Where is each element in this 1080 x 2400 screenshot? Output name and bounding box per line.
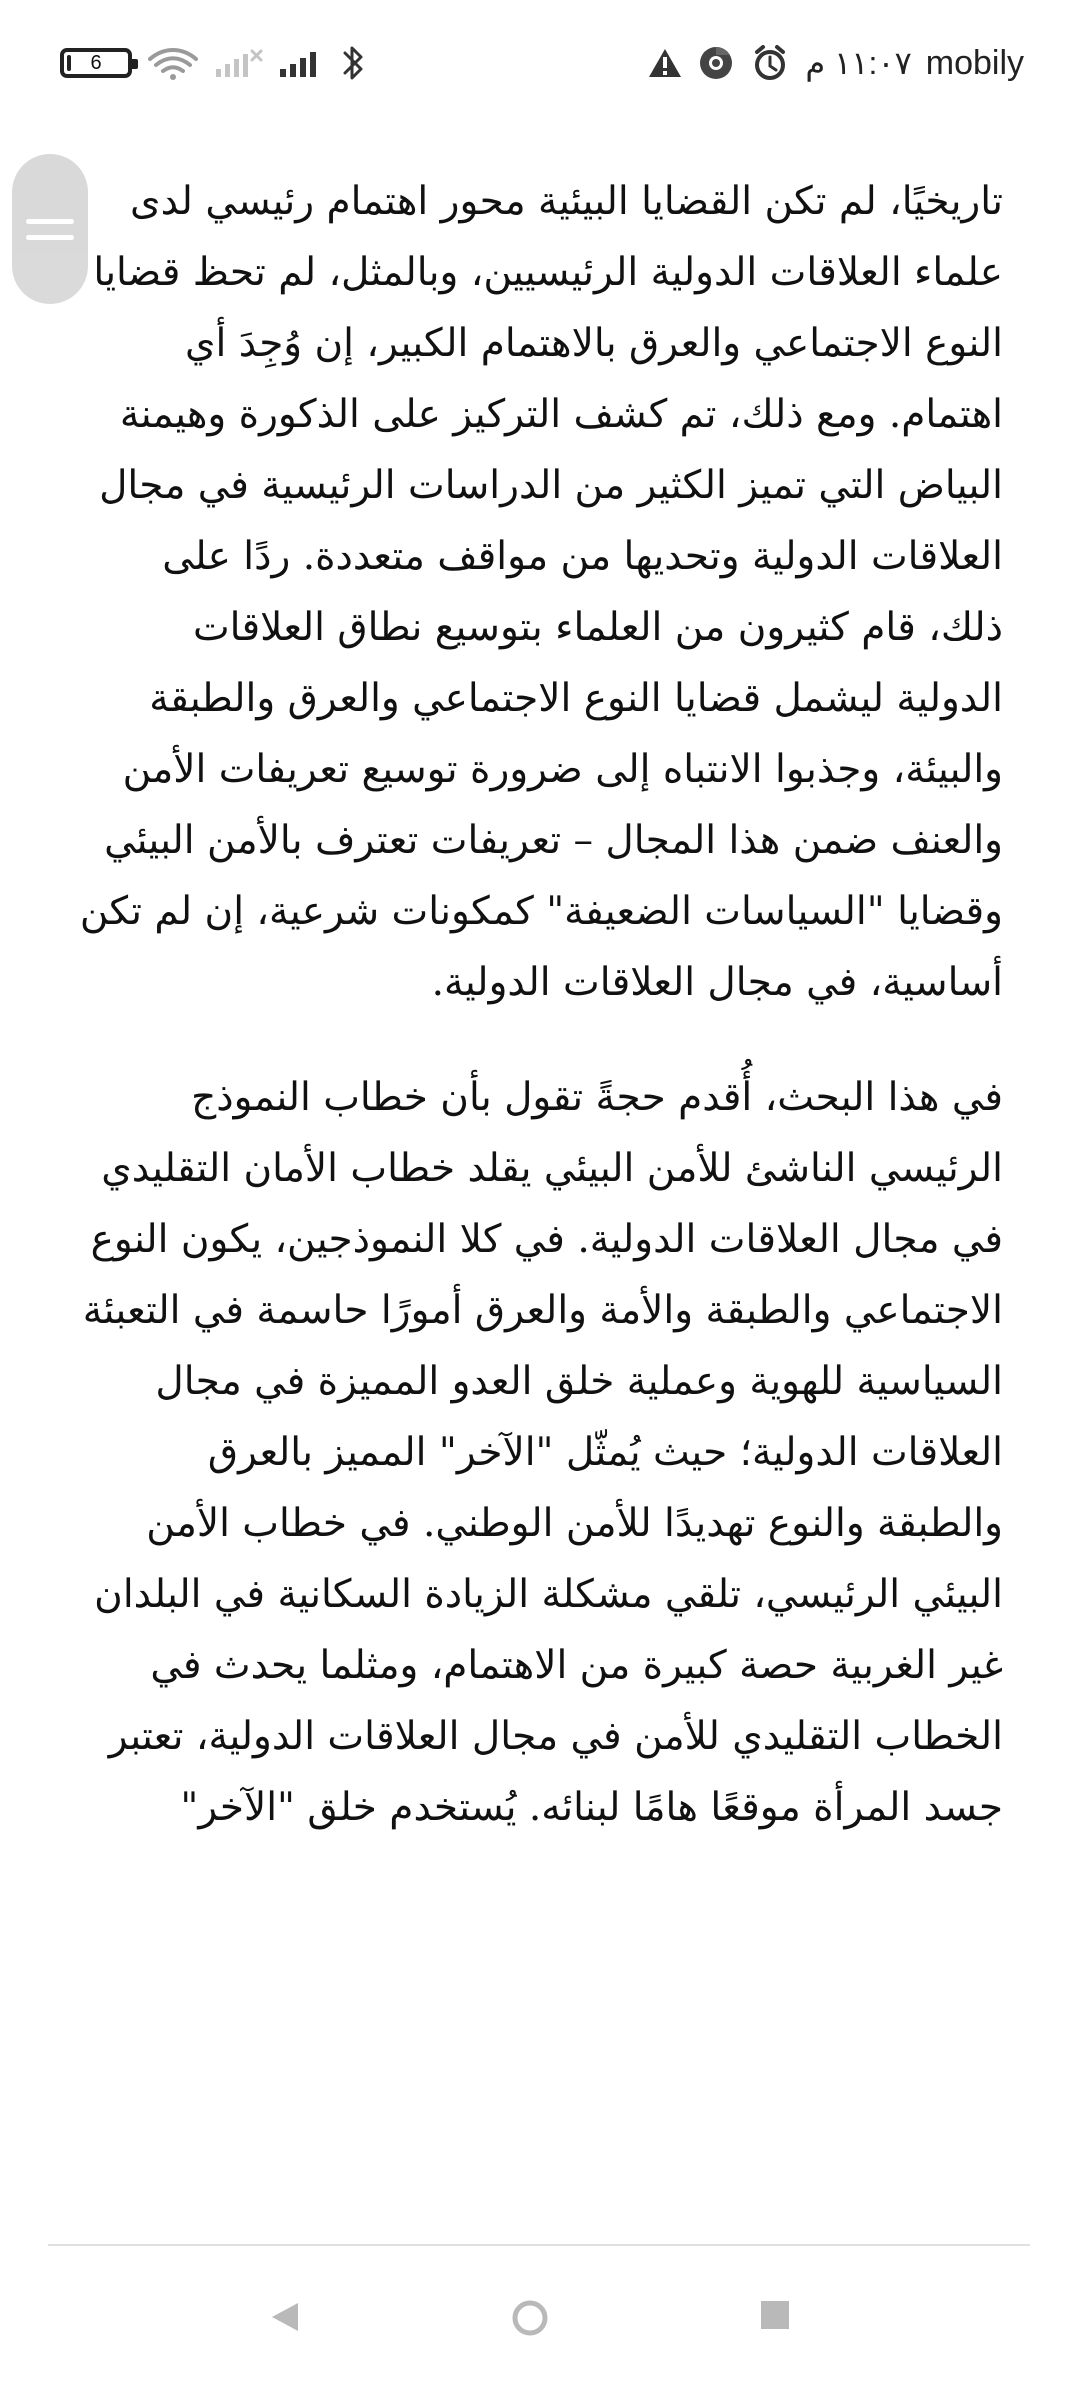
battery-level-fill (67, 55, 71, 71)
chrome-icon (697, 38, 735, 88)
back-button[interactable] (266, 2298, 304, 2336)
bluetooth-icon (340, 38, 368, 88)
status-right-area (647, 36, 1024, 90)
carrier-name: mobily (925, 43, 1024, 82)
back-triangle-icon (266, 2298, 304, 2336)
menu-lines-icon (26, 219, 74, 240)
status-time: ١١:٠٧ م (805, 45, 912, 81)
article-viewport[interactable] (0, 120, 1080, 2244)
menu-line-top (26, 219, 74, 224)
signal-icon (278, 38, 326, 88)
recent-apps-button[interactable] (758, 2298, 792, 2332)
floating-menu-handle[interactable] (12, 154, 88, 304)
no-signal-icon (214, 38, 264, 88)
warning-icon (647, 38, 683, 88)
article-paragraph-1: تاريخيًا، لم تكن القضايا البيئية محور اهتمام رئيسي لدى علماء العلاقات الدولية الرئيسيين، وبالمثل، لم تحظ قضايا النوع الاجتماعي والعرق بالاهتمام الكبير، إن وُجِدَ أي اهتمام. ومع ذلك، تم كشف التركيز على الذكورة وهيمنة البياض التي تميز الكثير من الدراسات الرئيسية في مجال العلاقات الدولية وتحديها من مواقف متعددة. ردًا على ذلك، قام كثيرون من العلماء بتوسيع نطاق العلاقات الدولية ليشمل قضايا النوع الاجتماعي والعرق والطبقة والبيئة، وجذبوا الانتباه إلى ضرورة توسيع تعريفات الأمن والعنف ضمن هذا المجال – تعريفات تعترف بالأمن البيئي وقضايا "السياسات الضعيفة" كمكونات شرعية، إن لم تكن أساسية، في مجال العلاقات الدولية. (79, 179, 1003, 1005)
menu-line-bottom (26, 235, 74, 240)
status-bar (0, 0, 1080, 120)
article-paragraph-2: في هذا البحث، أُقدم حجةً تقول بأن خطاب النموذج الرئيسي الناشئ للأمن البيئي يقلد خطاب الأمان التقليدي في مجال العلاقات الدولية. في كلا النموذجين، يكون النوع الاجتماعي والطبقة والأمة والعرق أمورًا حاسمة في التعبئة السياسية للهوية وعملية خلق العدو المميزة في مجال العلاقات الدولية؛ حيث يُمثّل "الآخر" المميز بالعرق والطبقة والنوع تهديدًا للأمن الوطني. في خطاب الأمن البيئي الرئيسي، تلقي مشكلة الزيادة السكانية في البلدان غير الغربية حصة كبيرة من الاهتمام، ومثلما يحدث في الخطاب التقليدي للأمن في مجال العلاقات الدولية، تعتبر جسد المرأة موقعًا هامًا لبنائه. يُستخدم خلق "الآخر" (82, 1075, 1003, 1830)
battery-icon (60, 48, 132, 78)
wifi-icon (146, 38, 200, 88)
home-circle-icon (510, 2298, 550, 2338)
alarm-icon (749, 38, 791, 88)
article-text (78, 166, 1003, 1887)
content-bottom-divider (48, 2244, 1030, 2246)
android-navigation-bar (0, 2246, 1080, 2400)
status-left-icons (60, 38, 368, 88)
battery-level: 6 (90, 51, 102, 74)
recent-square-icon (758, 2298, 792, 2332)
home-button[interactable] (510, 2298, 550, 2338)
